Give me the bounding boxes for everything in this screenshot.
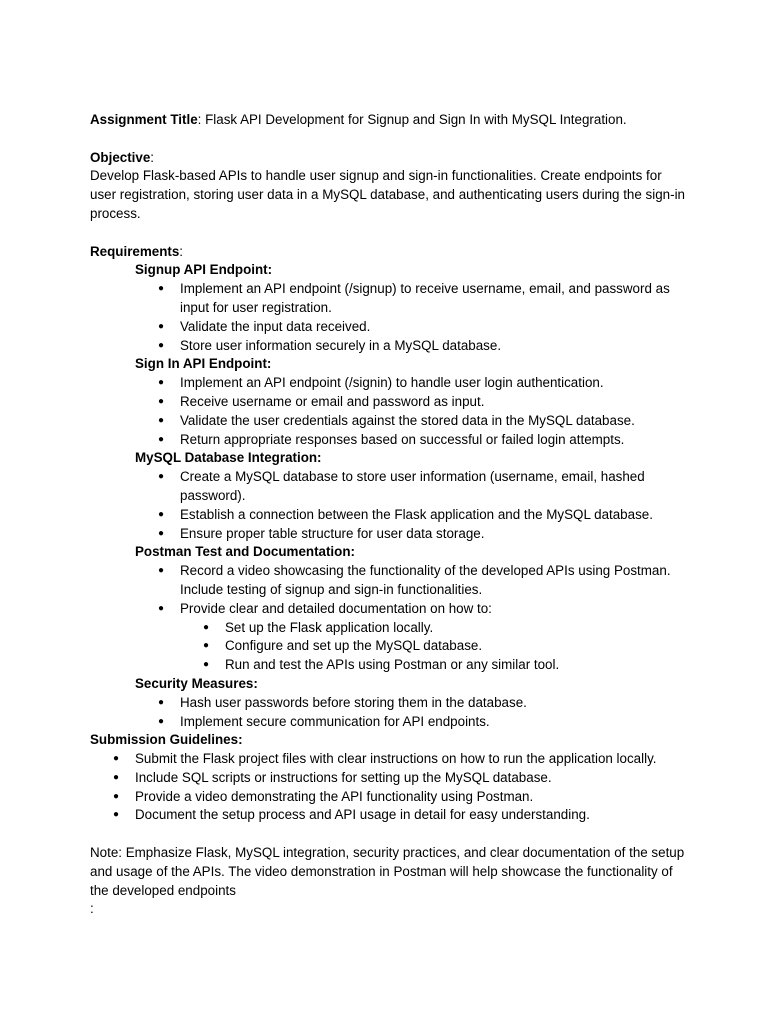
list-item: ● Configure and set up the MySQL database. — [225, 637, 690, 656]
objective-label: Objective — [90, 149, 151, 165]
submission-heading — [90, 731, 690, 750]
list-item: ● Implement an API endpoint (/signup) to receive username, email, and password as input for user registration. — [180, 280, 690, 318]
list-item: ● Run and test the APIs using Postman or any similar tool. — [225, 656, 690, 675]
objective-heading — [90, 149, 690, 168]
list-item: ● Implement an API endpoint (/signin) to handle user login authentication. — [180, 374, 690, 393]
section-heading: Signup API Endpoint: — [135, 262, 273, 278]
bullet-list — [90, 468, 690, 543]
submission-label: Submission Guidelines: — [90, 732, 243, 748]
list-item: ● Submit the Flask project files with clear instructions on how to run the application locally. — [135, 750, 690, 769]
section-heading: Postman Test and Documentation: — [135, 544, 355, 560]
assignment-title — [90, 111, 690, 130]
trailing-colon: : — [90, 901, 94, 917]
requirements-heading — [90, 243, 690, 262]
list-item: ● Include SQL scripts or instructions for setting up the MySQL database. — [135, 769, 690, 788]
assignment-title-label: Assignment Title — [90, 112, 198, 127]
list-item: ● Record a video showcasing the functionality of the developed APIs using Postman. Include testing of signup and sign-in functionalities. — [180, 562, 690, 600]
objective-colon: : — [150, 149, 155, 165]
bullet-list — [90, 694, 690, 732]
list-item: ● Receive username or email and password as input. — [180, 393, 690, 412]
bullet-list — [90, 280, 690, 355]
list-item: ● Validate the user credentials against the stored data in the MySQL database. — [180, 412, 690, 431]
requirements-section-postman — [90, 543, 690, 675]
section-heading: Sign In API Endpoint: — [135, 356, 272, 372]
list-item: ● Ensure proper table structure for user data storage. — [180, 525, 690, 544]
list-item: ● Store user information securely in a MySQL database. — [180, 337, 690, 356]
document-content — [90, 111, 690, 919]
bullet-list — [90, 562, 690, 618]
requirements-section-security — [90, 675, 690, 731]
list-item: ● Hash user passwords before storing them in the database. — [180, 694, 690, 713]
list-item: ● Implement secure communication for API endpoints. — [180, 713, 690, 732]
sub-bullet-list — [90, 619, 690, 675]
list-item: ● Provide clear and detailed documentation on how to: — [180, 600, 690, 619]
submission-list — [90, 750, 690, 825]
section-heading: Security Measures: — [135, 675, 258, 691]
requirements-section-signup — [90, 261, 690, 355]
note-text: Note: Emphasize Flask, MySQL integration, security practices, and clear documentation of the setup and usage of the APIs. The video demonstration in Postman will help showcase the functionality of the developed endpoints — [90, 845, 685, 898]
requirements-section-mysql — [90, 449, 690, 543]
list-item: ● Document the setup process and API usage in detail for easy understanding. — [135, 806, 690, 825]
list-item: ● Set up the Flask application locally. — [225, 619, 690, 638]
requirements-colon: : — [179, 243, 184, 259]
list-item: ● Provide a video demonstrating the API functionality using Postman. — [135, 788, 690, 807]
assignment-title-text: : Flask API Development for Signup and Sign In with MySQL Integration. — [197, 112, 627, 127]
requirements-section-signin — [90, 355, 690, 449]
bullet-list — [90, 374, 690, 449]
requirements-label: Requirements — [90, 243, 180, 259]
list-item: ● Validate the input data received. — [180, 318, 690, 337]
objective-text: Develop Flask-based APIs to handle user signup and sign-in functionalities. Create endpoints for user registration, storing user data in a MySQL database, and authenticating users during the sign-in process. — [90, 168, 685, 221]
section-heading: MySQL Database Integration: — [135, 450, 322, 466]
list-item: ● Return appropriate responses based on successful or failed login attempts. — [180, 431, 690, 450]
list-item: ● Establish a connection between the Flask application and the MySQL database. — [180, 506, 690, 525]
list-item: ● Create a MySQL database to store user information (username, email, hashed password). — [180, 468, 690, 506]
